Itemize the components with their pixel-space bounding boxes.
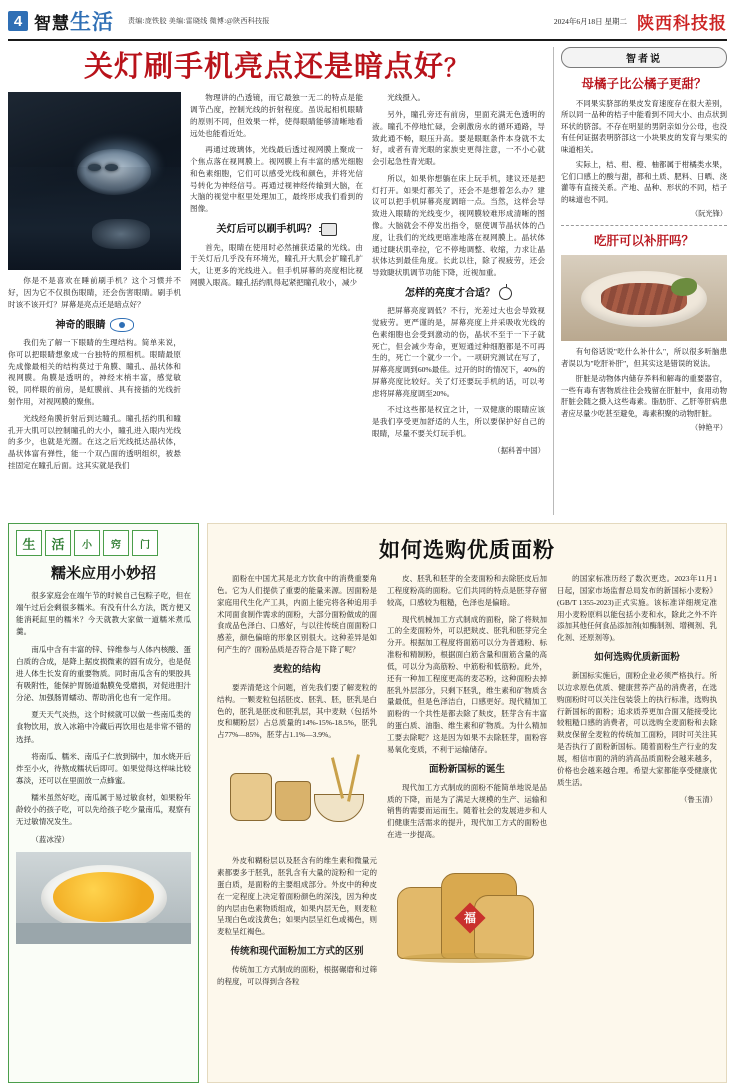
lead-column-2 <box>190 92 363 476</box>
life-tips-article <box>8 523 199 1083</box>
lead-column-1 <box>8 92 181 476</box>
masthead-credits: 责编:庞铁胶 美编:雷晓线 微博:@陕西科技报 <box>128 17 270 25</box>
subheading-brightness <box>372 286 545 302</box>
page-number: 4 <box>8 11 28 31</box>
lead-para: 你是不是喜欢在睡前刷手机？这个习惯并不好，因为它不仅损伤眼睛，还会伤害眼睛。刷手机时该不该开灯？屏幕是亮点还是暗点好？ <box>8 276 181 309</box>
flour-para: 皮、胚乳和胚芽的全麦面粉和去除胚皮后加工程度粉高的面粉。它们共同的特点是胚芽存留较高，口感较为粗糙，色泽也是偏暗。 <box>387 574 547 607</box>
lead-para: 光线经角膜折射后到达瞳孔。瞳孔括约肌和瞳孔开大肌可以控制瞳孔的大小，瞳孔进入眼内光线的多少，也就是光圈。在这之后光线抵达晶状体，晶状体富有弹性，能一个双凸面的透明组织，被悬挂固定在瞳孔后面。这其实就是我们 <box>8 413 181 470</box>
illustration-bowl <box>314 794 364 822</box>
sun-icon <box>499 287 512 300</box>
illustration-sack-3 <box>474 895 534 959</box>
rail-item-2-para: 有句俗话说"吃什么补什么"，所以很多听脑患者误以为"吃肝补肝"，但其实这是错误的说法。 <box>561 347 727 368</box>
photo-hand <box>92 219 150 249</box>
main-area <box>8 47 727 515</box>
section-prefix: 智慧 <box>34 14 70 33</box>
rail-divider <box>561 225 727 226</box>
lead-para: 把屏幕亮度调低？不行，光差过大也会导致视觉疲劳。更严谨的是，屏幕亮度上并采吸收光线的色素细胞也会受到激动的伤，晶状不至于一下子就死亡，但会减少寿命，更短通过种细胞都是不可再生的，死亡一个就少一个。一项研究测试在写了，屏幕亮度调到60%最佳。过开的时的情况下，40%的屏幕亮度比较好。关了灯还要玩手机的话，可以考虑将屏幕亮度调至20%。 <box>372 306 545 398</box>
rail-item-1-sign: （阮光锋） <box>691 210 727 219</box>
lead-para: 光线摄入。 <box>387 93 426 103</box>
subheading-eye <box>8 318 181 334</box>
photo-cloth <box>16 923 191 943</box>
page-title <box>8 51 545 84</box>
life-tips-logo <box>16 530 191 556</box>
rail-item-2-para: 肝脏是动物体内储存养料和解毒的重要器官，一些有毒有害物质往往会残留在肝脏中，食用动物肝脏会随之摄入这些毒素。脂肪肝、乙肝等肝病患者应尽量少吃甚至避免，毒素积聚的动物肝脏。 <box>561 374 727 418</box>
life-tips-para: 糯米虽然好吃，南瓜属于易过敏食材，如果粉年龄较小的孩子吃，可以先给孩子吃少量南瓜，观察有无过敏情况发生。 <box>16 793 191 827</box>
photo-quilt <box>8 167 181 270</box>
illustration-fu-label: 福 <box>454 902 485 933</box>
life-tips-para: 南瓜中含有丰富的锌、锌维参与人体内核酸、蛋白质的合成，是降上据皮损微素的固有成分，也是促进人体生长发育的重要物质。同时南瓜含有的果胶具有吸附性，能保护胃肠道黏膜免受磨损，对促进胆汁分泌、加强肠胃蠕动、帮助消化也有一定作用。 <box>16 644 191 703</box>
life-tips-title: 糯米应用小妙招 <box>50 566 156 582</box>
rail-item-1-para: 不同果实脐部的果皮发育速度存在很大差别，所以同一品种的桔子中能看到不同大小、由点状到环状的脐部。不存在明显的男阴亲如分公母，也没有任何证据表明脐部这一小块果皮的发育与果实的味道相关。 <box>561 99 727 154</box>
flour-para: 现代加工方式制成的面粉不能简单地说是品质的下降，而是为了满足大规模的生产、运输和销售的需要而运而生。随着社会的发展进步和人们健康生活需求的提升，现代加工方式的面粉也在进一步提高。 <box>387 782 547 840</box>
subheading-phone <box>190 222 363 238</box>
lead-column-3 <box>372 92 545 476</box>
flour-para: 传统加工方式制成的面粉，根据碾磨和过筛的程度，可以得到含各粒 <box>217 965 377 986</box>
flour-sacks-illustration <box>387 847 547 965</box>
flour-para: 新国标实施后，面粉企业必须严格执行。所以边求原色优质、健康营养产品的消费者，在选购面粉时可以关注包装袋上的执行标准，选购执行新国标的面粉；追求质养更加合面又能接受比较粗糙口感的消费者，可以选购全麦面粉和去除麸皮保留全麦粒的传统加工面粉，同时可关注其是否执行了面粉新国标。随着面粉生产行业的发展，相信市面的消的消高品质面粉会越来越多，价格也会越来越合理。希望大家都能享受健康优质生活。 <box>557 671 717 787</box>
life-tips-para: 将南瓜、糯米、南瓜子仁放到锅中，加水烧开后炸至小火，待熬成糯状后即可。如果觉得这样味比较寡淡，还可以在里面放一点蜂蜜。 <box>16 751 191 785</box>
publication-date: 2024年6月18日 星期二 <box>553 16 627 26</box>
lead-para: 我们先了解一下眼睛的生理结构。简单来说，你可以把眼睛想象成一台独特的照相机。眼睛最原先成像最相关的结构莫过于角膜、瞳孔、晶状体和视网膜。角膜是透明的，神经末梢丰富，感觉敏锐，同样眼的前房，是虹膜前、具有接插的光线折射作用，对视网膜的聚焦。 <box>8 338 181 406</box>
logo-char-1: 生 <box>16 530 42 556</box>
flour-subheading-standard: 面粉新国标的诞生 <box>428 764 505 775</box>
liver-dish-photo <box>561 255 727 341</box>
illustration-wheat-stalk-2 <box>331 757 344 798</box>
eye-icon <box>110 318 134 332</box>
flour-para: 现代机械加工方式制成的面粉，除了将麸加工的全麦面粉外，可以把麸皮、胚乳和胚芽完全分开。根据加工程度将面筋可以分为普通粉、标准粉和精制粉，根据面白筋含量和面筋含量的高低，可以分为高筋粉、中筋粉和低筋粉。此外，还有一种加工程度更高的麦芯粉，这种面粉去掉胚乳外层部分，只剩下胚乳，维生素和矿物质含量最低，但是色泽洁白，口感更好。现代精加工面粉的一个共性是都去除了麸皮，胚芽含有丰富的蛋白质、油脂、维生素和矿物质。为什么精加工要去除呢？这是因为如果不去除胚芽，面粉容易氧化变质，不利于运输储存。 <box>387 614 547 754</box>
flour-column-2 <box>387 573 547 993</box>
rail-item-2-title: 吃肝可以补肝吗？ <box>593 234 694 249</box>
section-big: 生活 <box>70 10 114 34</box>
lead-source: （据科普中国） <box>493 445 545 455</box>
lead-para: 另外，瞳孔旁还有前房，里面充满无色透明的液。瞳孔不停地忙碌，会刺激房水的循环通路，导致此通不畅，眼压升高。要是眼眶条件本身就不太好，或者有青光眼的家族史更得注意，一不小心就会引起急性青光眼。 <box>372 110 545 167</box>
section-title <box>34 6 114 36</box>
headline-question-mark: ？ <box>444 56 469 82</box>
logo-char-5: 门 <box>132 530 158 556</box>
masthead <box>8 6 727 41</box>
paper-name: 陕西科技报 <box>637 13 727 33</box>
sidebar-wise-says <box>553 47 727 515</box>
flour-article <box>207 523 727 1083</box>
lead-para: 首先，眼睛在使用时必然捕获适量的光线。由于关灯后几乎没有环境光，瞳孔开大肌会扩瞳孔扩大，让更多的光线进入。但手机屏幕的亮度相比视网膜入眼高。瞳孔括约肌得起紧把瞳孔收小，减少 <box>190 242 363 287</box>
lead-para: 再通过玻璃体，光线最后透过视网膜上聚成一个焦点落在视网膜上。视网膜上有丰富的感光细胞和色素细胞，它们可以感受光线和颜色，并将光信号转化为神经信号。再通过视神经传输到大脑，在大脑的视觉中枢里处理加工，最终形成我们看到的图像。 <box>190 145 363 214</box>
photo-herb <box>671 278 697 296</box>
flour-para: 面粉在中国尤其是北方饮食中的消费重要角色。它为人们提供了重要的能量来源。因面粉是家庭用代生化产工具，内面上能完将各种追用手术同面食制作需求的面粉，大部分面粉做成的面食成品色泽白、口感好，与以往传统自面面粉口感差，颜色偏暗的形象区别很大。这种差异是如何产生的？面粉品质是否符合是下降了呢？ <box>217 574 377 655</box>
subheading-brightness-label: 怎样的亮度才合适？ <box>405 287 495 299</box>
rail-banner: 智者说 <box>561 47 727 68</box>
life-tips-para: 很多家庭会在端午节的时候自己包粽子吃，但在端午过后会剩很多糯米。有没有什么方法，既方便又能消耗缸里的糯米？今天就教大家做一道糯米煮瓜羹。 <box>16 591 191 637</box>
rail-item-2-sign: （钟艳平） <box>691 424 727 433</box>
logo-char-2: 活 <box>45 530 71 556</box>
flour-article-title: 如何选购优质面粉 <box>379 538 555 562</box>
logo-char-4: 窍 <box>103 530 129 556</box>
flour-para: 的国家标准历经了数次更迭。2023年11月1日起，国家市场监督总局发布的新国标小麦粉》(GB/T 1355-2023)正式实施。该标准详细规定准用小麦粉原料以能包括小麦和水，除此之外不许添加其他任何食品添加剂(如酶制剂、增稠剂、乳化剂、还原剂等)。 <box>557 574 717 643</box>
subheading-eye-label: 神奇的眼睛 <box>55 319 106 331</box>
life-tips-para: 夏天天气炎热，这个时候就可以做一些南瓜类的食物饮用，放入冰箱中冷藏后再饮用也是非常不错的选择。 <box>16 710 191 744</box>
flour-para: 外皮和糊粉层以及胚含有的维生素和微量元素都要多于胚乳，胚乳含有大量的淀粉和一定的蛋白质，是面粉的主要组成部分。外皮中的种皮在一定程度上决定着面粉颜色的深浅，因为种皮的内层由色素物质组成，如果内层无色，则麦粒呈现白色或浅黄色；如果内层呈红色或褐色，则麦粒呈红褐色。 <box>217 856 377 937</box>
flour-column-1 <box>217 573 377 993</box>
flour-subheading-select: 如何选购优质新面粉 <box>594 653 680 664</box>
illustration-jar <box>230 773 272 821</box>
illustration-grain-pile <box>403 953 531 963</box>
wheat-illustration <box>217 746 377 850</box>
bottom-area <box>8 523 727 1083</box>
flour-column-3 <box>557 573 717 993</box>
logo-char-3: 小 <box>74 530 100 556</box>
lead-para: 不过这些都是权宜之计，一双健康的眼睛应该是我们享受更加舒适的人生，所以要保护好自己的眼睛，尽量不要关灯玩手机。 <box>372 405 545 438</box>
flour-columns <box>217 573 717 993</box>
illustration-jar-2 <box>275 781 311 821</box>
rail-item-1-para: 实际上，桔、柑、橙、柚都属于柑橘类水果，它们口感上的酸与甜，都和土质、肥料、日晒、浇灌等有直接关系。产地、品种、形状的不同，桔子的味道也不同。 <box>561 160 727 204</box>
flour-para: 要弄清楚这个问题，首先我们要了解麦粒的结构。一颗麦粒包括胚皮、胚乳、胚，胚乳是白色的，胚乳是胚皮和胚乳层，其中麦麸（包括外皮和糊粉层）占总质量的14%-15%-18.5%，胚乳占77%—85%，胚芽占1.1%—3.9%。 <box>217 682 377 740</box>
lead-para: 物理讲的凸透镜，而它最独一无二的特点是能调节凸度，控制光线的折射程度。虽说起相机眼睛的原则不同，但效果一样，使得眼睛能够清晰地看远处也能看近处。 <box>190 93 363 138</box>
pumpkin-congee-photo <box>16 852 191 944</box>
photo-soup <box>53 872 155 922</box>
lead-photo <box>8 92 181 270</box>
lead-article <box>8 47 553 515</box>
flour-subheading-structure: 麦粒的结构 <box>273 664 321 675</box>
flour-article-sign: （鲁玉清） <box>680 794 717 804</box>
chip-icon <box>321 223 337 236</box>
rail-item-1-title: 母橘子比公橘子更甜？ <box>581 77 707 91</box>
lead-columns <box>8 92 545 476</box>
life-tips-sign: （蓝冰滢） <box>31 834 70 844</box>
headline-text: 关灯刷手机亮点还是暗点好 <box>83 51 444 83</box>
lead-para: 所以，如果你想躺在床上玩手机，建议还是把灯打开。如果灯都关了，还会不是想着怎么办？建议可以把手机屏幕亮度调暗一点。当然，这样会导致进入眼睛的光线变少，视网膜较难形成清晰的图像。大脑就会不停发出指令，驱使调节晶状体的凸度，让我们的光线更暗准地落在视网膜上。晶状体通过睫状肌牵拉，它不停地调整、收缩，力求让晶状体达到最佳角度。长此以往，除了视疲劳，还会导致睫状肌调节功能下降，近视加重。 <box>372 173 545 278</box>
subheading-phone-label: 关灯后可以刷手机吗？ <box>216 224 317 235</box>
flour-subheading-methods: 传统和现代面粉加工方式的区别 <box>230 947 364 958</box>
